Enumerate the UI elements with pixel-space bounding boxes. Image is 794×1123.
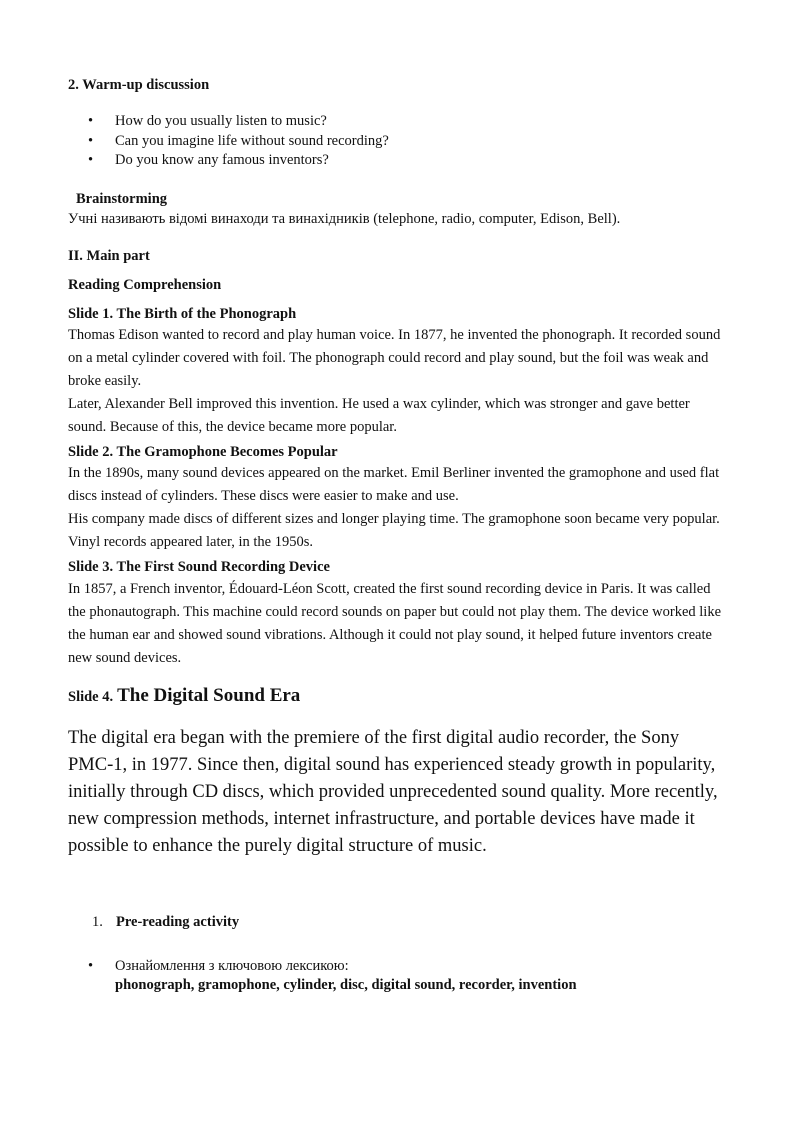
bullet-icon: • (88, 958, 94, 974)
slide-2-title: Slide 2. The Gramophone Becomes Popular (68, 444, 338, 460)
slide-1-paragraph: Thomas Edison wanted to record and play human voice. In 1877, he invented the phonograph. It recorded sound on a metal cylinder covered with foil. The phonograph could record and play sound, but the foil was weak and broke easily. (68, 327, 721, 389)
slide-1-paragraph: Later, Alexander Bell improved this invention. He used a wax cylinder, which was stronger and gave better sound. Because of this, the device became more popular. (68, 396, 690, 435)
list-item: • Do you know any famous inventors? (88, 151, 389, 171)
main-part-title: II. Main part (68, 248, 150, 264)
prereading-item (92, 913, 239, 932)
reading-comprehension-title: Reading Comprehension (68, 277, 222, 293)
list-item: • How do you usually listen to music? (88, 112, 389, 132)
slide-1-title: Slide 1. The Birth of the Phonograph (68, 306, 297, 322)
vocabulary-intro: Ознайомлення з ключовою лексикою: (115, 958, 349, 974)
prereading-label: Pre-reading activity (116, 914, 240, 930)
slide-4-title: The Digital Sound Era (117, 685, 301, 706)
slide-1-body (68, 324, 728, 439)
brainstorming-text: Учні називають відомі винаходи та винахідників (telephone, radio, computer, Edison, Bell). (68, 211, 621, 227)
warmup-title: 2. Warm-up discussion (68, 77, 210, 93)
slide-3-title: Slide 3. The First Sound Recording Device (68, 559, 330, 575)
slide-2-paragraph: In the 1890s, many sound devices appeared on the market. Emil Berliner invented the gramophone and used flat discs instead of cylinders. These discs were easier to make and use. (68, 465, 720, 504)
prereading-number: 1. (92, 914, 103, 930)
slide-2-paragraph: His company made discs of different sizes and longer playing time. The gramophone soon became very popular. Vinyl records appeared later, in the 1950s. (68, 511, 720, 550)
slide-4-prefix: Slide 4. (68, 689, 114, 705)
slide-3-paragraph: In 1857, a French inventor, Édouard-Léon Scott, created the first sound recording device in Paris. It was called the phonautograph. This machine could record sounds on paper but could not play them. The device worked like the human ear and showed sound vibrations. Although it could not play sound, it helped future inventors create new sound devices. (68, 581, 722, 666)
brainstorming-title: Brainstorming (76, 191, 168, 207)
vocabulary-item (88, 957, 768, 995)
slide-4-paragraph: The digital era began with the premiere of the first digital audio recorder, the Sony PMC-1, in 1977. Since then, digital sound has experienced steady growth in popularity, initially through CD discs, which provided unprecedented sound quality. More recently, new compression methods, internet infrastructure, and portable devices have made it possible to enhance the purely digital structure of music. (68, 728, 718, 856)
slide-3-body (68, 578, 728, 670)
warmup-question-list (88, 112, 389, 171)
slide-2-body (68, 462, 728, 554)
list-item: • Can you imagine life without sound recording? (88, 132, 389, 152)
slide-4-heading (68, 685, 728, 707)
vocabulary-words: phonograph, gramophone, cylinder, disc, digital sound, recorder, invention (115, 977, 577, 993)
